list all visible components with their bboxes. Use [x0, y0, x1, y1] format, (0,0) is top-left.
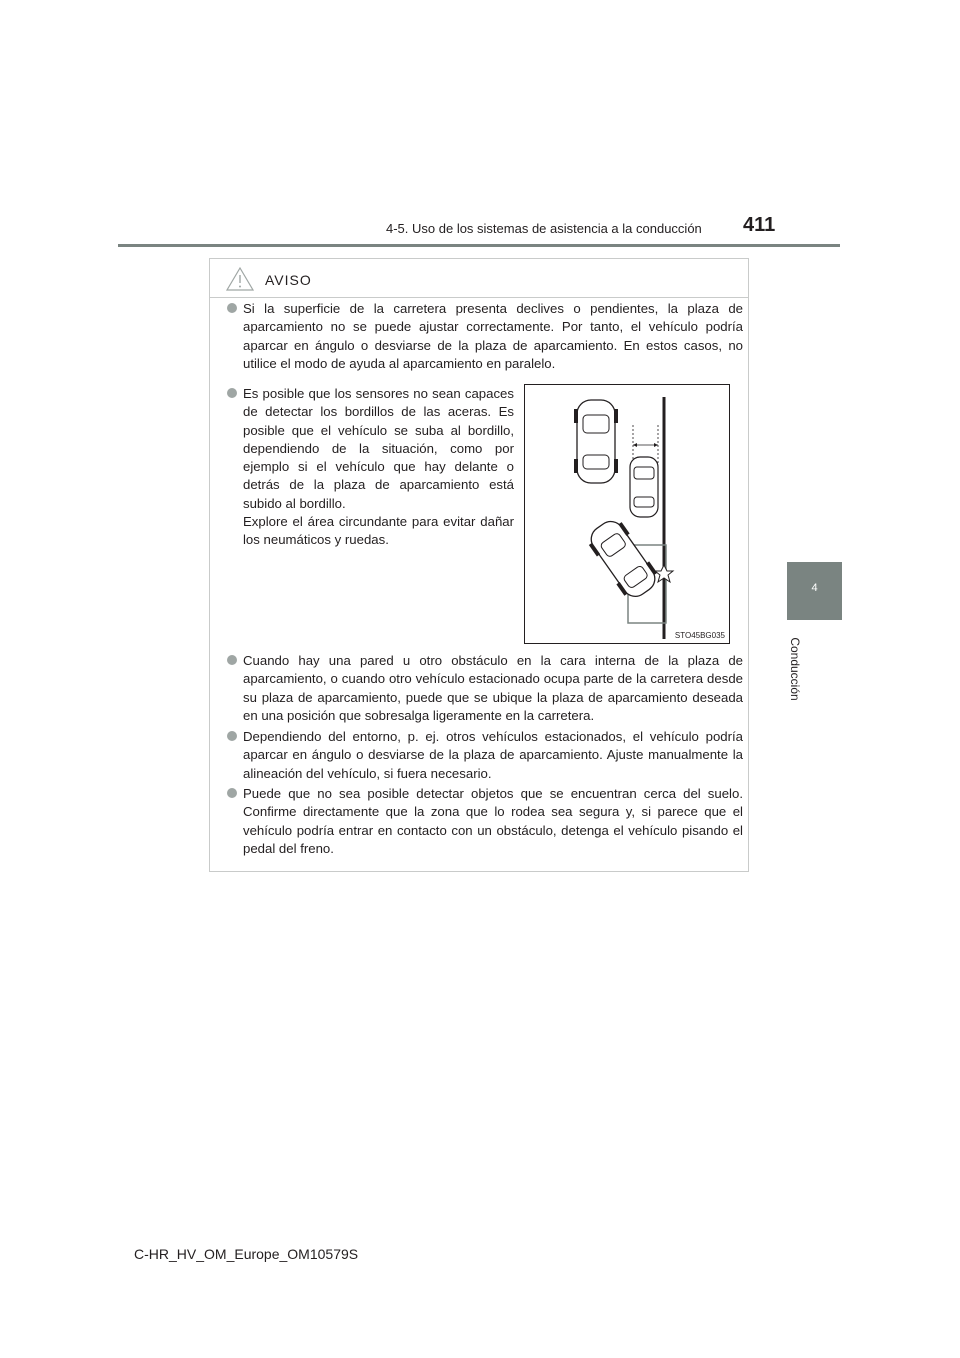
chapter-number: 4: [811, 582, 818, 594]
document-code: C-HR_HV_OM_Europe_OM10579S: [134, 1246, 359, 1262]
warning-item-text: Puede que no sea posible detectar objetos que se encuentran cerca del suelo. Confirme directamente que la zona que lo rodea sea segura y, si parece que el vehículo podría entrar en contacto con un obstáculo, detenga el vehículo pisando el pedal del freno.: [243, 786, 743, 856]
section-title: 4-5. Uso de los sistemas de asistencia a la conducción: [386, 221, 702, 236]
chapter-tab: [787, 562, 842, 620]
bullet-icon: [227, 788, 237, 798]
warning-triangle-icon: [225, 266, 255, 292]
page-number: 411: [743, 214, 776, 236]
header-divider: [118, 244, 840, 247]
bullet-icon: [227, 388, 237, 398]
parking-illustration: [525, 385, 729, 643]
curb-car-icon: [630, 457, 658, 517]
diagram-code: STO45BG035: [674, 631, 725, 640]
warning-item: [243, 300, 743, 373]
warning-item: [243, 728, 743, 783]
warning-item-text: Es posible que los sensores no sean capaces de detectar los bordillos de las aceras. Es posible que el vehículo se suba al bordillo, dependiendo de la situación, como por ejemplo si el vehículo que hay delante o detrás de la plaza de aparcamiento está subido al bordillo.: [243, 386, 514, 511]
warning-item: [243, 652, 743, 725]
warning-item-text: Si la superficie de la carretera presenta declives o pendientes, la plaza de aparcamiento no se puede ajustar correctamente. Por tanto, el vehículo podría aparcar en ángulo o desviarse de la plaza de aparcamiento. En estos casos, no utilice el modo de ayuda al aparcamiento en paralelo.: [243, 301, 743, 371]
warning-item: [243, 385, 514, 550]
warning-label: AVISO: [265, 272, 312, 288]
warning-item: [243, 785, 743, 858]
warning-item-extra: Explore el área circundante para evitar dañar los neumáticos y ruedas.: [243, 514, 514, 548]
parking-diagram: [524, 384, 730, 644]
bullet-icon: [227, 303, 237, 313]
chapter-label: Conducción: [788, 637, 802, 701]
warning-item-text: Cuando hay una pared u otro obstáculo en la cara interna de la plaza de aparcamiento, o cuando otro vehículo estacionado ocupa parte de la carretera desde su plaza de aparcamiento, puede que se ubique la plaza de aparcamiento deseada en una posición que sobresalga ligeramente en la carretera.: [243, 653, 743, 723]
bullet-icon: [227, 731, 237, 741]
warning-item-text: Dependiendo del entorno, p. ej. otros vehículos estacionados, el vehículo podría aparcar en ángulo o desviarse de la plaza de aparcamiento. Ajuste manualmente la alineación del vehículo, si fuera necesario.: [243, 729, 743, 781]
parked-car-icon: [574, 400, 618, 483]
bullet-icon: [227, 655, 237, 665]
warning-box: [209, 258, 749, 872]
maneuvering-car-icon: [584, 515, 663, 603]
warning-divider: [210, 297, 748, 298]
